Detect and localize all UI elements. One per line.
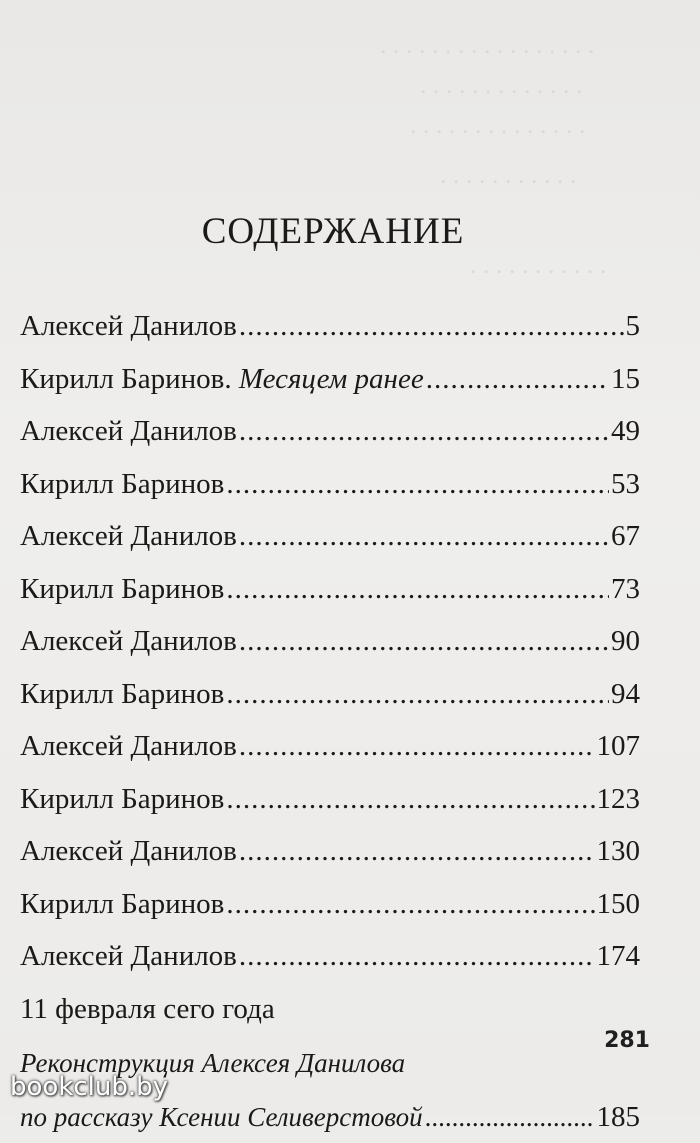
leader-dots (226, 563, 609, 615)
toc-entry (20, 773, 640, 826)
toc-entry (20, 615, 640, 668)
entry-author: Кирилл Баринов (20, 467, 225, 500)
entry-subtitle: Месяцем ранее (238, 362, 424, 395)
show-through-text: . . . . . . . . . . . (440, 160, 577, 189)
toc-entry (20, 720, 640, 773)
toc-entry (20, 353, 640, 406)
leader-dots (239, 510, 609, 562)
toc-entry (20, 458, 640, 511)
page-number: 281 (604, 1028, 650, 1053)
leader-dots (239, 930, 595, 982)
leader-dots (239, 300, 624, 352)
entry-author: Алексей Данилов (20, 940, 237, 972)
leader-dots (425, 1091, 595, 1143)
show-through-text: . . . . . . . . . . . . . (420, 70, 583, 99)
leader-dots (226, 458, 609, 510)
final-entry-subtitle: Реконструкция Алексея Данилова (20, 1047, 406, 1078)
entry-page-number: 67 (611, 520, 640, 552)
toc-entry (20, 405, 640, 458)
toc-entry (20, 930, 640, 983)
entry-page-number: 185 (596, 1100, 640, 1133)
leader-dots (226, 878, 594, 930)
entry-author: Алексей Данилов (20, 625, 237, 657)
entry-author: Кирилл Баринов (20, 782, 225, 815)
entry-label (20, 353, 424, 405)
leader-dots (226, 773, 594, 825)
entry-page-number: 73 (611, 572, 640, 605)
leader-dots (226, 668, 609, 720)
show-through-text: . . . . . . . . . . . . . . (410, 110, 586, 139)
entry-author: Кирилл Баринов (20, 887, 225, 920)
page-title: СОДЕРЖАНИЕ (201, 211, 465, 252)
leader-dots (239, 405, 609, 457)
entry-page-number: 174 (596, 940, 640, 972)
entry-author: Алексей Данилов (20, 730, 237, 762)
final-entry-credit: по рассказу Ксении Селиверстовой (20, 1101, 423, 1132)
entry-author: Алексей Данилов (20, 520, 237, 552)
leader-dots (239, 825, 595, 877)
entry-page-number: 53 (611, 467, 640, 500)
site-watermark: bookclub.by (10, 1072, 169, 1102)
entry-page-number: 150 (596, 887, 640, 920)
entry-page-number: 15 (611, 362, 640, 395)
entry-author: Кирилл Баринов. (20, 362, 232, 395)
entry-page-number: 130 (596, 835, 640, 867)
show-through-text: . . . . . . . . . . . . . . . . . (380, 30, 595, 59)
show-through-text: . . . . . . . . . . . (470, 250, 607, 279)
entry-page-number: 49 (611, 415, 640, 447)
final-entry-title: 11 февраля сего года (20, 992, 275, 1025)
entry-page-number: 5 (625, 310, 640, 342)
toc-entry (20, 300, 640, 353)
entry-author: Кирилл Баринов (20, 677, 225, 710)
entry-page-number: 90 (611, 625, 640, 657)
toc-entry (20, 825, 640, 878)
entry-author: Алексей Данилов (20, 310, 237, 342)
leader-dots (239, 615, 609, 667)
entry-author: Алексей Данилов (20, 415, 237, 447)
entry-author: Кирилл Баринов (20, 572, 225, 605)
table-of-contents (20, 300, 640, 1143)
toc-entry (20, 510, 640, 563)
toc-entry (20, 563, 640, 616)
leader-dots (239, 720, 595, 772)
toc-entry (20, 668, 640, 721)
entry-page-number: 107 (596, 730, 640, 762)
leader-dots (426, 353, 609, 405)
toc-entry (20, 878, 640, 931)
entry-page-number: 94 (611, 677, 640, 710)
entry-page-number: 123 (596, 782, 640, 815)
entry-author: Алексей Данилов (20, 835, 237, 867)
